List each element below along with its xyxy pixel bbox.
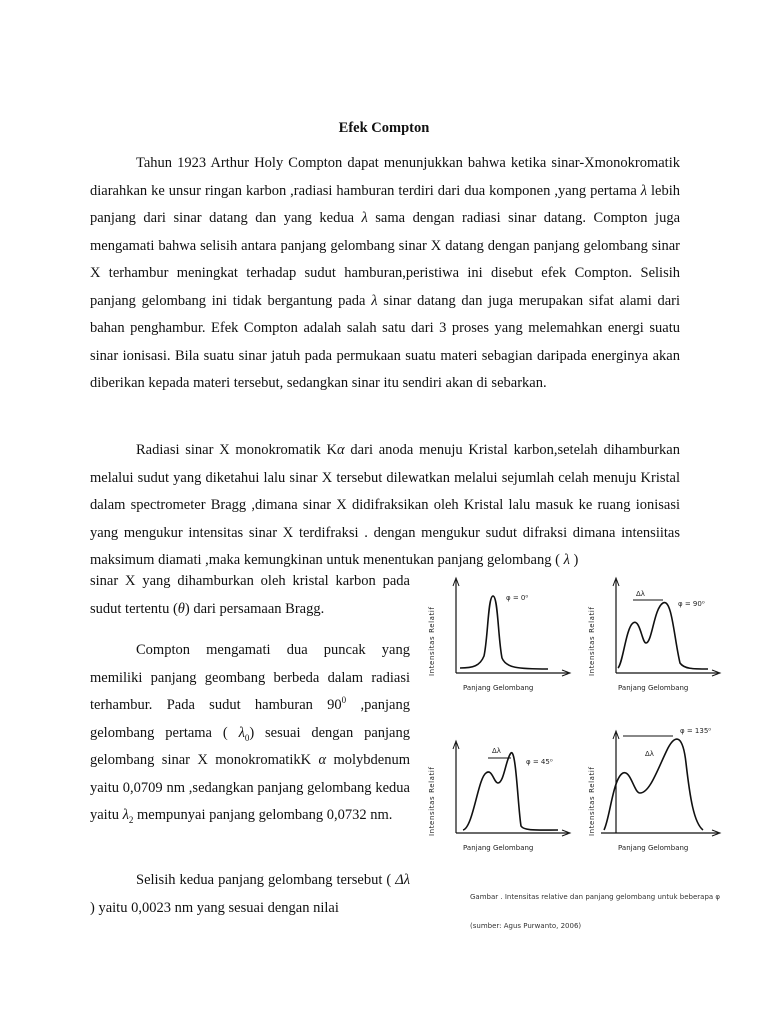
y-axis-label: Intensitas Relatif [588, 606, 596, 676]
angle-label: φ = 45⁰ [526, 758, 553, 766]
document-title: Efek Compton [338, 120, 430, 136]
graph-panel-45 [428, 741, 570, 852]
x-axis-label: Panjang Gelombang [618, 844, 689, 852]
angle-label: φ = 90⁰ [678, 600, 705, 608]
paragraph-experiment: Radiasi sinar X monokromatik Kα dari anoda menuju Kristal karbon,setelah dihamburkan melalui sudut yang diketahui lalu sinar X tersebut dilewatkan melalui sejumlah celah menuju Kristal dalam spectrometer Bragg ,dimana sinar X didifraksikan oleh Kristal lalu masuk ke ruang ionisasi yang mengukur intensitas sinar X terdifraksi . dengan mengukur sudut difraksi dimana intensiitas maksimum diamati ,maka kemungkinan untuk menentukan panjang gelombang ( λ ) [90, 442, 680, 568]
delta-lambda-label: Δλ [492, 747, 501, 755]
x-axis-label: Panjang Gelombang [463, 844, 534, 852]
y-axis-label: Intensitas Relatif [428, 606, 436, 676]
figure-source: (sumber: Agus Purwanto, 2006) [470, 922, 582, 930]
y-axis-label: Intensitas Relatif [588, 766, 596, 836]
angle-label: φ = 0⁰ [506, 594, 529, 602]
graph-panel-90 [588, 578, 720, 692]
paragraph-difference: Selisih kedua panjang gelombang tersebut ( Δλ ) yaitu 0,0023 nm yang sesuai dengan nilai [90, 872, 410, 916]
paragraph-peaks: Compton mengamati dua puncak yang memiliki panjang geombang berbeda dalam radiasi terhambur. Pada sudut hamburan $90^0$ ,panjang gelombang pertama ( $\lambda_0$) sesuai dengan panjang gelombang sinar X monokromatikK α molybdenum yaitu 0,0709 nm ,sedangkan panjang gelombang kedua yaitu $\lambda_2$ mempunyai panjang gelombang 0,0732 nm. [90, 642, 410, 825]
graph-panel-135 [588, 727, 720, 852]
x-axis-label: Panjang Gelombang [463, 684, 534, 692]
x-axis-label: Panjang Gelombang [618, 684, 689, 692]
y-axis-label: Intensitas Relatif [428, 766, 436, 836]
figure-caption: Gambar . Intensitas relative dan panjang gelombang untuk beberapa φ [470, 893, 721, 901]
compton-figure [418, 568, 728, 948]
compton-graphs [418, 568, 728, 858]
intensity-curve [618, 603, 708, 669]
paragraph-intro: Tahun 1923 Arthur Holy Compton dapat menunjukkan bahwa ketika sinar-Xmonokromatik diarahkan ke unsur ringan karbon ,radiasi hamburan terdiri dari dua komponen ,yang pertama λ lebih panjang dari sinar datang dan yang kedua λ sama dengan radiasi sinar datang. Compton juga mengamati bahwa selisih antara panjang gelombang sinar X datang dengan panjang gelombang sinar X terhambur meningkat terhadap sudut hamburan,peristiwa ini disebut efek Compton. Selisih panjang gelombang ini tidak bergantung pada λ sinar datang dan juga merupakan sifat alami dari bahan penghambur. Efek Compton adalah salah satu dari 3 proses yang melemahkan energi suatu sinar ionisasi. Bila suatu sinar jatuh pada permukaan suatu materi sebagian daripada energinya akan diberikan kepada materi tersebut, sedangkan sinar itu sendiri akan di sebarkan. [90, 155, 681, 391]
paragraph-bragg: sinar X yang dihamburkan oleh kristal karbon pada sudut tertentu (θ) dari persamaan Bragg. [90, 573, 410, 617]
angle-label: φ = 135⁰ [680, 727, 712, 735]
delta-lambda-label: Δλ [636, 590, 645, 598]
graph-panel-0 [428, 578, 570, 692]
delta-lambda-label: Δλ [645, 750, 654, 758]
intensity-curve [460, 596, 548, 669]
